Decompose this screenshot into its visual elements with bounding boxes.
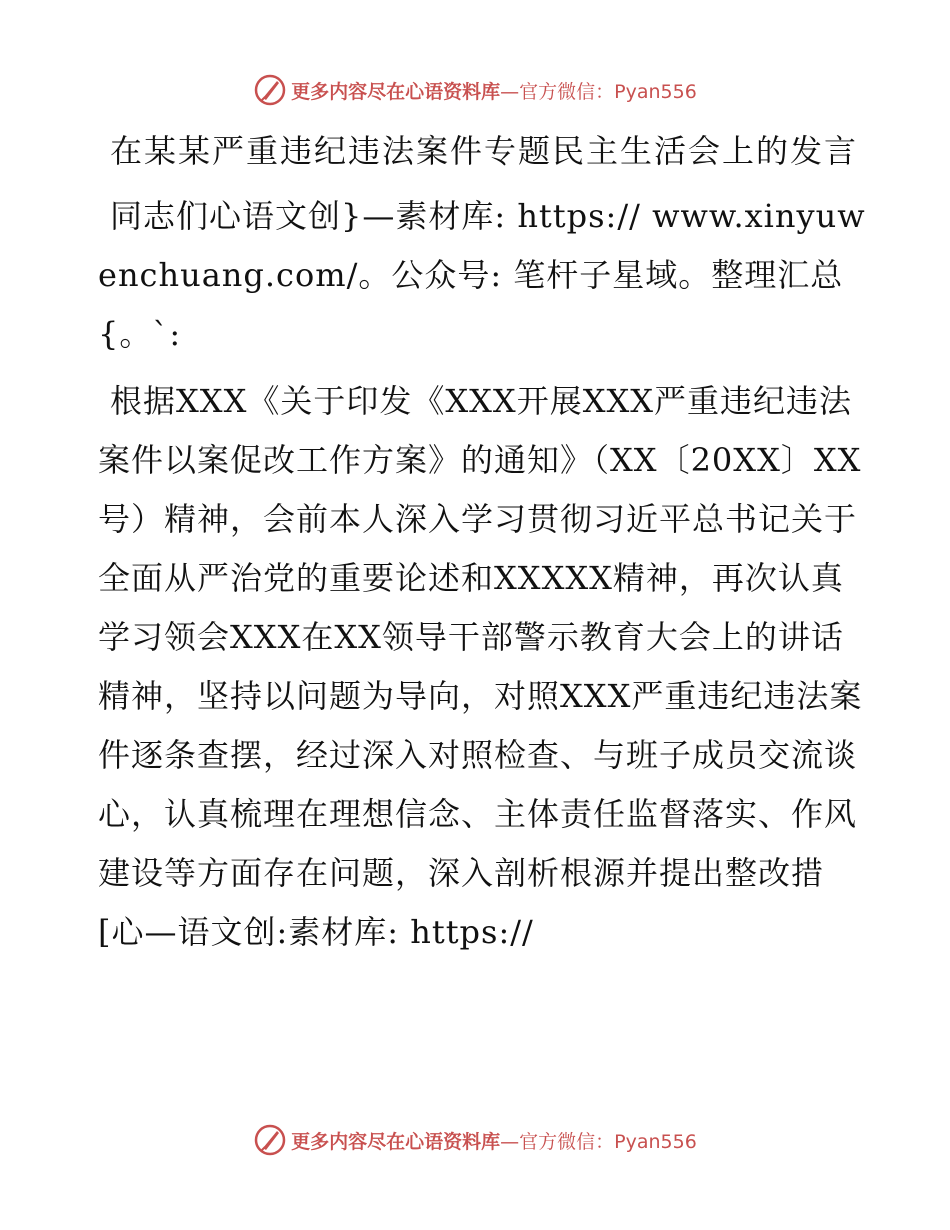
banner-library-name: 更多内容尽在心语资料库	[291, 1130, 501, 1153]
quill-logo-icon	[253, 73, 287, 107]
banner-wechat: —官方微信：Pyan556	[500, 80, 697, 103]
quill-logo-icon	[253, 1123, 287, 1157]
banner-text	[291, 77, 697, 104]
footer-banner	[0, 1120, 950, 1160]
banner-library-name: 更多内容尽在心语资料库	[291, 80, 501, 103]
banner-wechat: —官方微信：Pyan556	[500, 1130, 697, 1153]
document-body	[98, 122, 868, 962]
header-banner	[0, 70, 950, 110]
banner-text	[291, 1127, 697, 1154]
body-paragraph: 根据XXX《关于印发《XXX开展XXX严重违纪违法案件以案促改工作方案》的通知》（XX〔20XX〕XX号）精神，会前本人深入学习贯彻习近平总书记关于全面从严治党的重要论述和XXXXX精神，再次认真学习领会XXX在XX领导干部警示教育大会上的讲话精神，坚持以问题为导向，对照XXX严重违纪违法案件逐条查摆，经过深入对照检查、与班子成员交流谈心，认真梳理在理想信念、主体责任监督落实、作风建设等方面存在问题，深入剖析根源并提出整改措[心—语文创:素材库: https://	[98, 382, 863, 951]
document-title: 在某某严重违纪违法案件专题民主生活会上的发言	[110, 132, 859, 170]
intro-paragraph: 同志们心语文创}—素材库: https:// www.xinyuwenchuang.com/。公众号: 笔杆子星域。整理汇总{。`:	[98, 197, 866, 353]
